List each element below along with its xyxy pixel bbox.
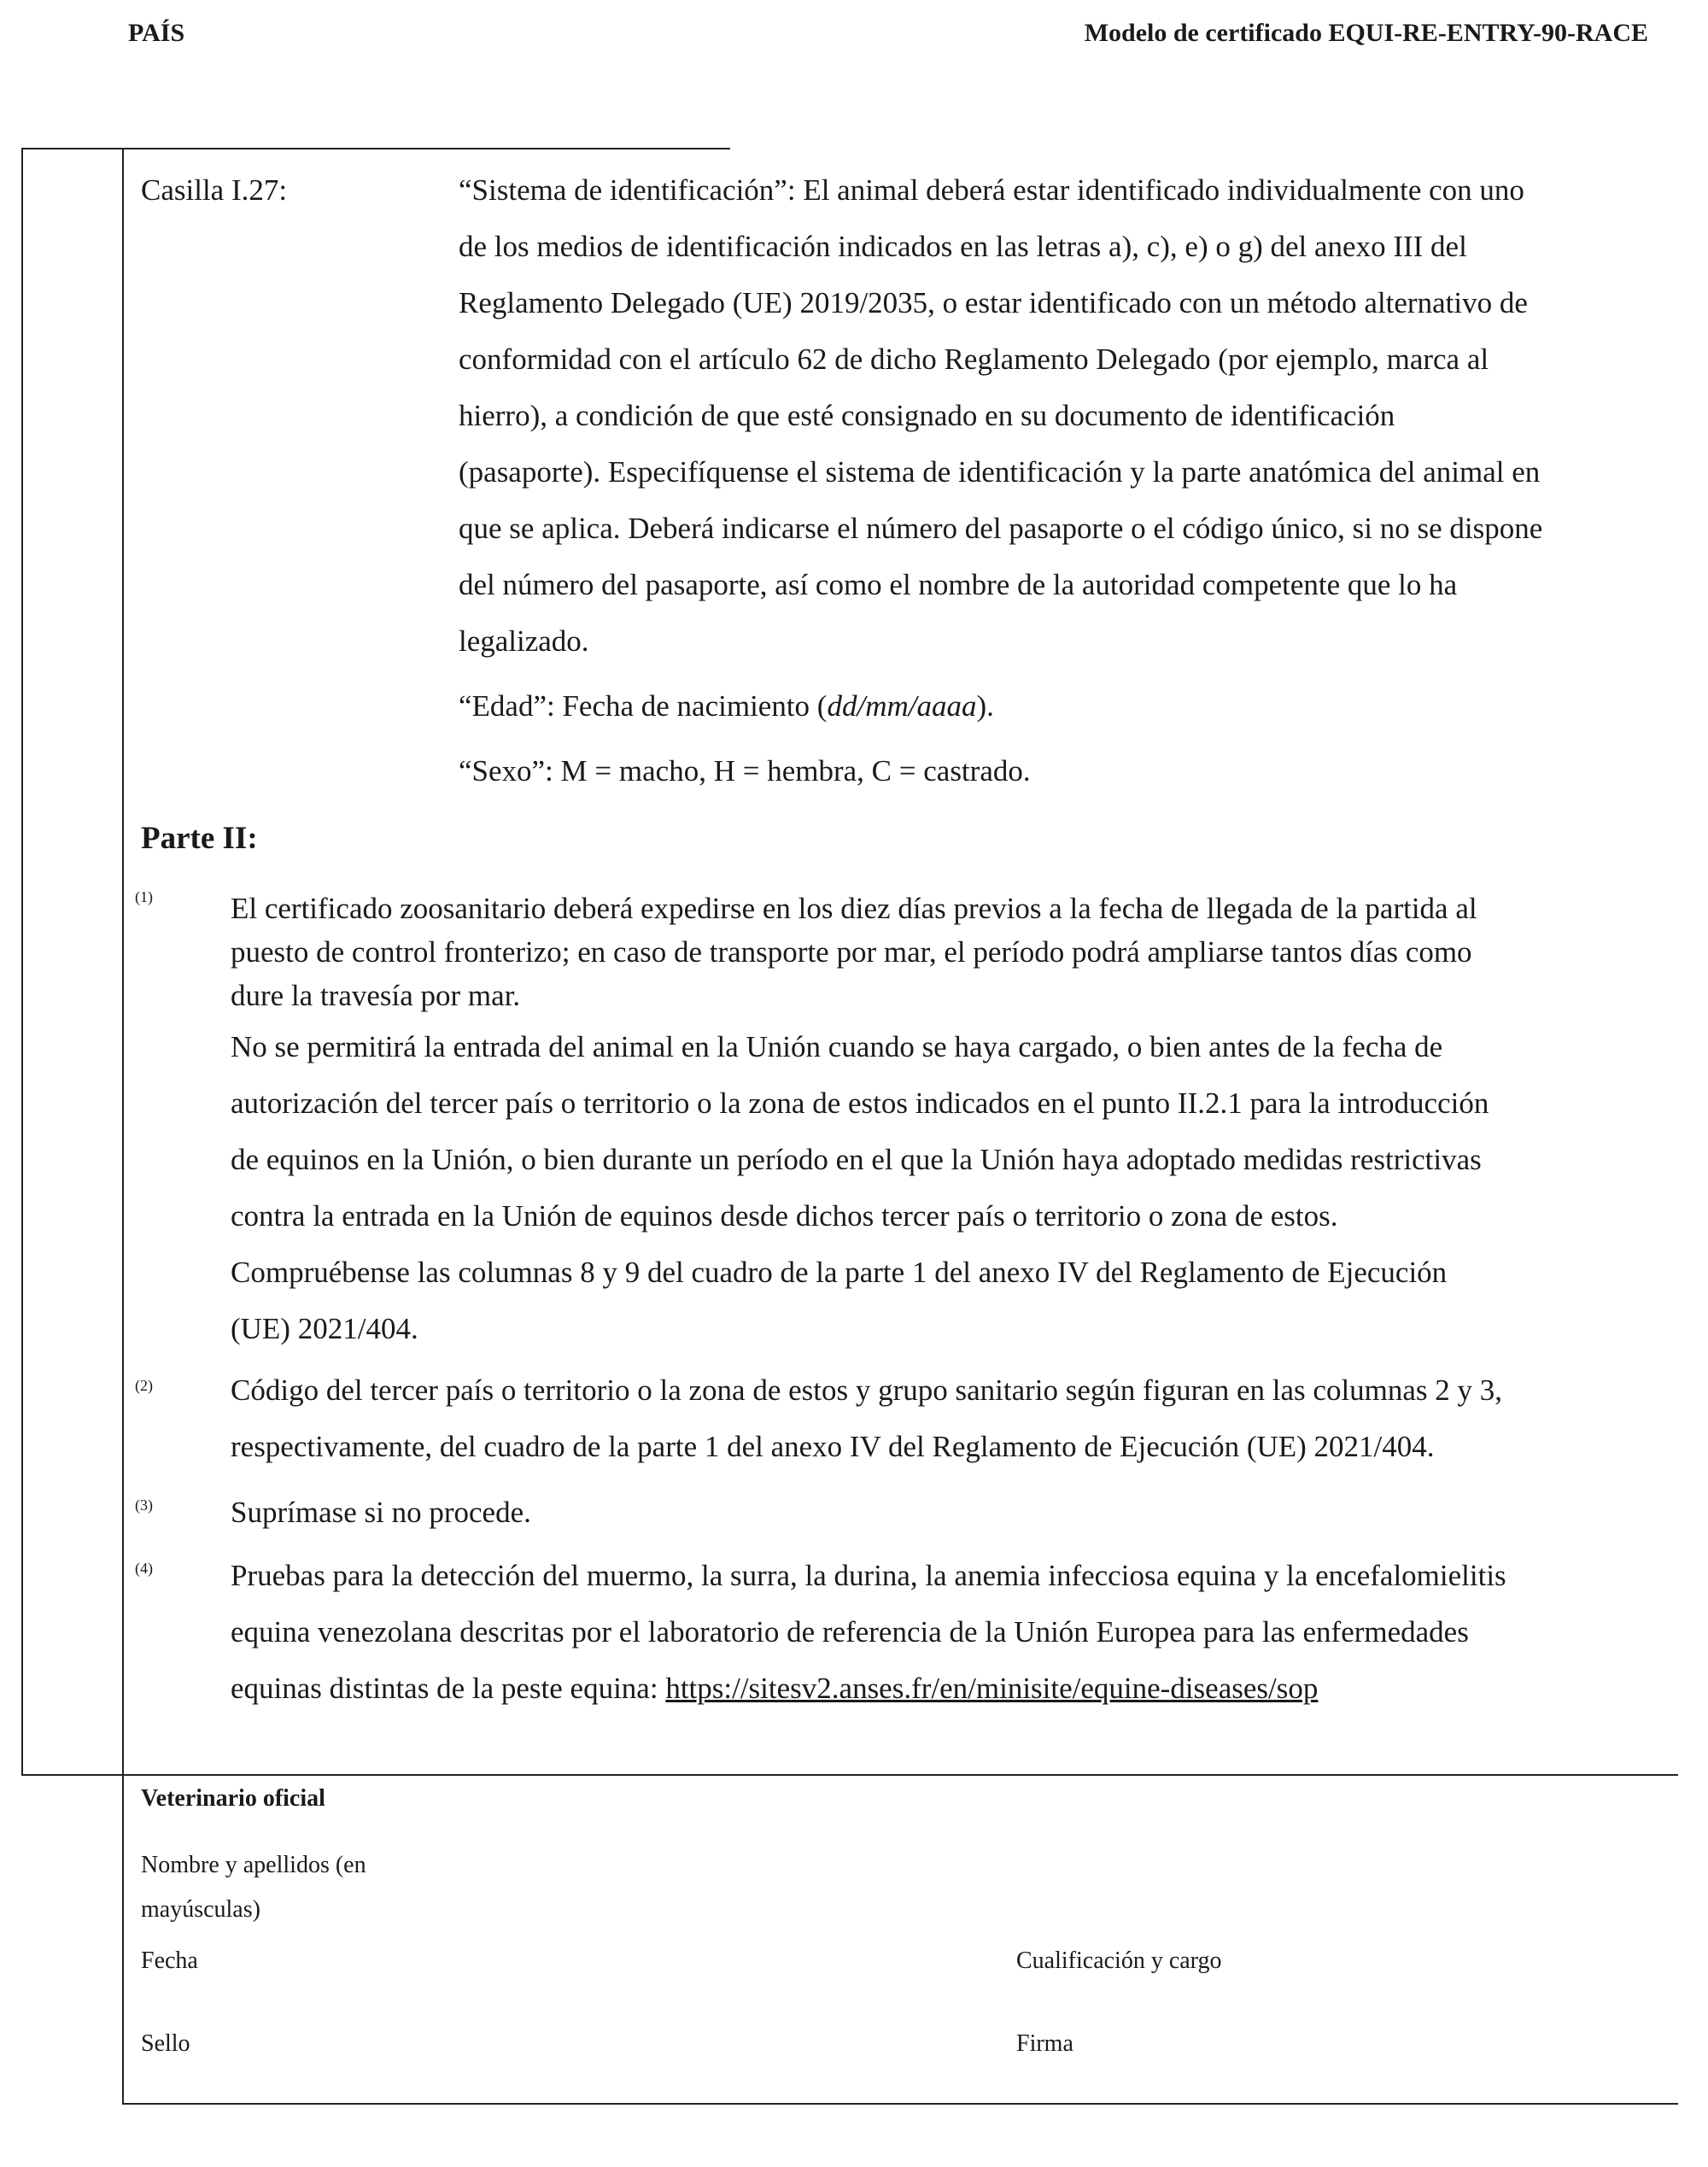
date-label: Fecha: [141, 1947, 198, 1974]
footnote-line: Suprímase si no procede.: [231, 1496, 531, 1529]
identification-line: (pasaporte). Especifíquense el sistema de identificación y la parte anatómica del animal en: [459, 455, 1541, 489]
footnote-line: Compruébense las columnas 8 y 9 del cuadro de la parte 1 del anexo IV del Reglamento de Ejecución: [231, 1256, 1448, 1289]
sop-link[interactable]: https://sitesv2.anses.fr/en/minisite/equine-diseases/sop: [665, 1672, 1319, 1705]
left-outer-border: [21, 148, 23, 1774]
footnote-3: [231, 1485, 1648, 1541]
footnote-line: El certificado zoosanitario deberá expedirse en los diez días previos a la fecha de llegada de la partida al: [231, 892, 1477, 925]
identification-line: del número del pasaporte, así como el nombre de la autoridad competente que lo ha: [459, 568, 1458, 601]
casilla-text: [459, 162, 1650, 799]
edad-line: [459, 678, 1650, 735]
name-label-line: Nombre y apellidos (en: [141, 1852, 366, 1878]
footnote-1-paragraph-2: [231, 1019, 1648, 1357]
stamp-label: Sello: [141, 2030, 190, 2057]
footnote-line-prefix: equinas distintas de la peste equina:: [231, 1672, 666, 1705]
name-label-line: mayúsculas): [141, 1896, 260, 1923]
identification-line: hierro), a condición de que esté consignado en su documento de identificación: [459, 399, 1395, 432]
inner-left-border: [122, 148, 124, 2104]
footnote-line: respectivamente, del cuadro de la parte 1 del anexo IV del Reglamento de Ejecución (UE) 2021/404.: [231, 1430, 1435, 1463]
identification-line: conformidad con el artículo 62 de dicho Reglamento Delegado (por ejemplo, marca al: [459, 343, 1489, 376]
footnote-line: contra la entrada en la Unión de equinos desde dichos tercer país o territorio o zona de estos.: [231, 1199, 1338, 1233]
footnote-line: Código del tercer país o territorio o la zona de estos y grupo sanitario según figuran en las columnas 2 y 3,: [231, 1373, 1503, 1407]
footnote-line: equina venezolana descritas por el laboratorio de referencia de la Unión Europea para las enfermedades: [231, 1615, 1469, 1649]
signature-label: Firma: [1016, 2030, 1073, 2057]
edad-format: dd/mm/aaaa: [827, 689, 977, 723]
footnote-line: (UE) 2021/404.: [231, 1312, 418, 1345]
edad-prefix: “Edad”: Fecha de nacimiento (: [459, 689, 828, 723]
identification-line: legalizado.: [459, 624, 589, 658]
footnote-4: [231, 1548, 1648, 1717]
qualification-label: Cualificación y cargo: [1016, 1947, 1222, 1974]
name-field-label: [141, 1843, 448, 1932]
footnote-mark-2: (2): [135, 1377, 153, 1394]
footnote-mark-4: (4): [135, 1560, 153, 1577]
footnote-line: Pruebas para la detección del muermo, la surra, la durina, la anemia infecciosa equina y la encefalomielitis: [231, 1559, 1506, 1592]
identification-line: que se aplica. Deberá indicarse el número del pasaporte o el código único, si no se dispone: [459, 512, 1543, 545]
section-divider: [21, 1774, 1678, 1776]
footnote-line: autorización del tercer país o territorio o la zona de estos indicados en el punto II.2.1 para la introducción: [231, 1086, 1489, 1120]
footnote-line: [231, 1660, 1648, 1717]
footnote-mark-1: (1): [135, 888, 153, 905]
footnote-line: puesto de control fronterizo; en caso de transporte por mar, el período podrá ampliarse tantos días como: [231, 935, 1472, 969]
parte-title: Parte II:: [141, 821, 258, 856]
footnote-1-paragraph-1: [231, 887, 1648, 1017]
identification-line: “Sistema de identificación”: El animal deberá estar identificado individualmente con uno: [459, 173, 1524, 207]
footnote-line: de equinos en la Unión, o bien durante un período en el que la Unión haya adoptado medidas restrictivas: [231, 1143, 1482, 1176]
identification-line: Reglamento Delegado (UE) 2019/2035, o estar identificado con un método alternativo de: [459, 286, 1528, 319]
footnote-mark-3: (3): [135, 1496, 153, 1514]
edad-suffix: ).: [976, 689, 994, 723]
footnote-line: dure la travesía por mar.: [231, 979, 521, 1012]
bottom-rule: [122, 2103, 1678, 2105]
footnote-line: No se permitirá la entrada del animal en la Unión cuando se haya cargado, o bien antes de la fecha de: [231, 1030, 1443, 1063]
sexo-line: “Sexo”: M = macho, H = hembra, C = castrado.: [459, 754, 1031, 788]
casilla-label: Casilla I.27:: [141, 173, 288, 207]
official-veterinarian-title: Veterinario oficial: [141, 1785, 325, 1812]
country-header: PAÍS: [128, 19, 185, 47]
certificate-model-header: Modelo de certificado EQUI-RE-ENTRY-90-RACE: [1084, 19, 1648, 47]
top-rule: [21, 148, 730, 149]
footnote-2: [231, 1362, 1648, 1475]
identification-line: de los medios de identificación indicados en las letras a), c), e) o g) del anexo III del: [459, 230, 1467, 263]
